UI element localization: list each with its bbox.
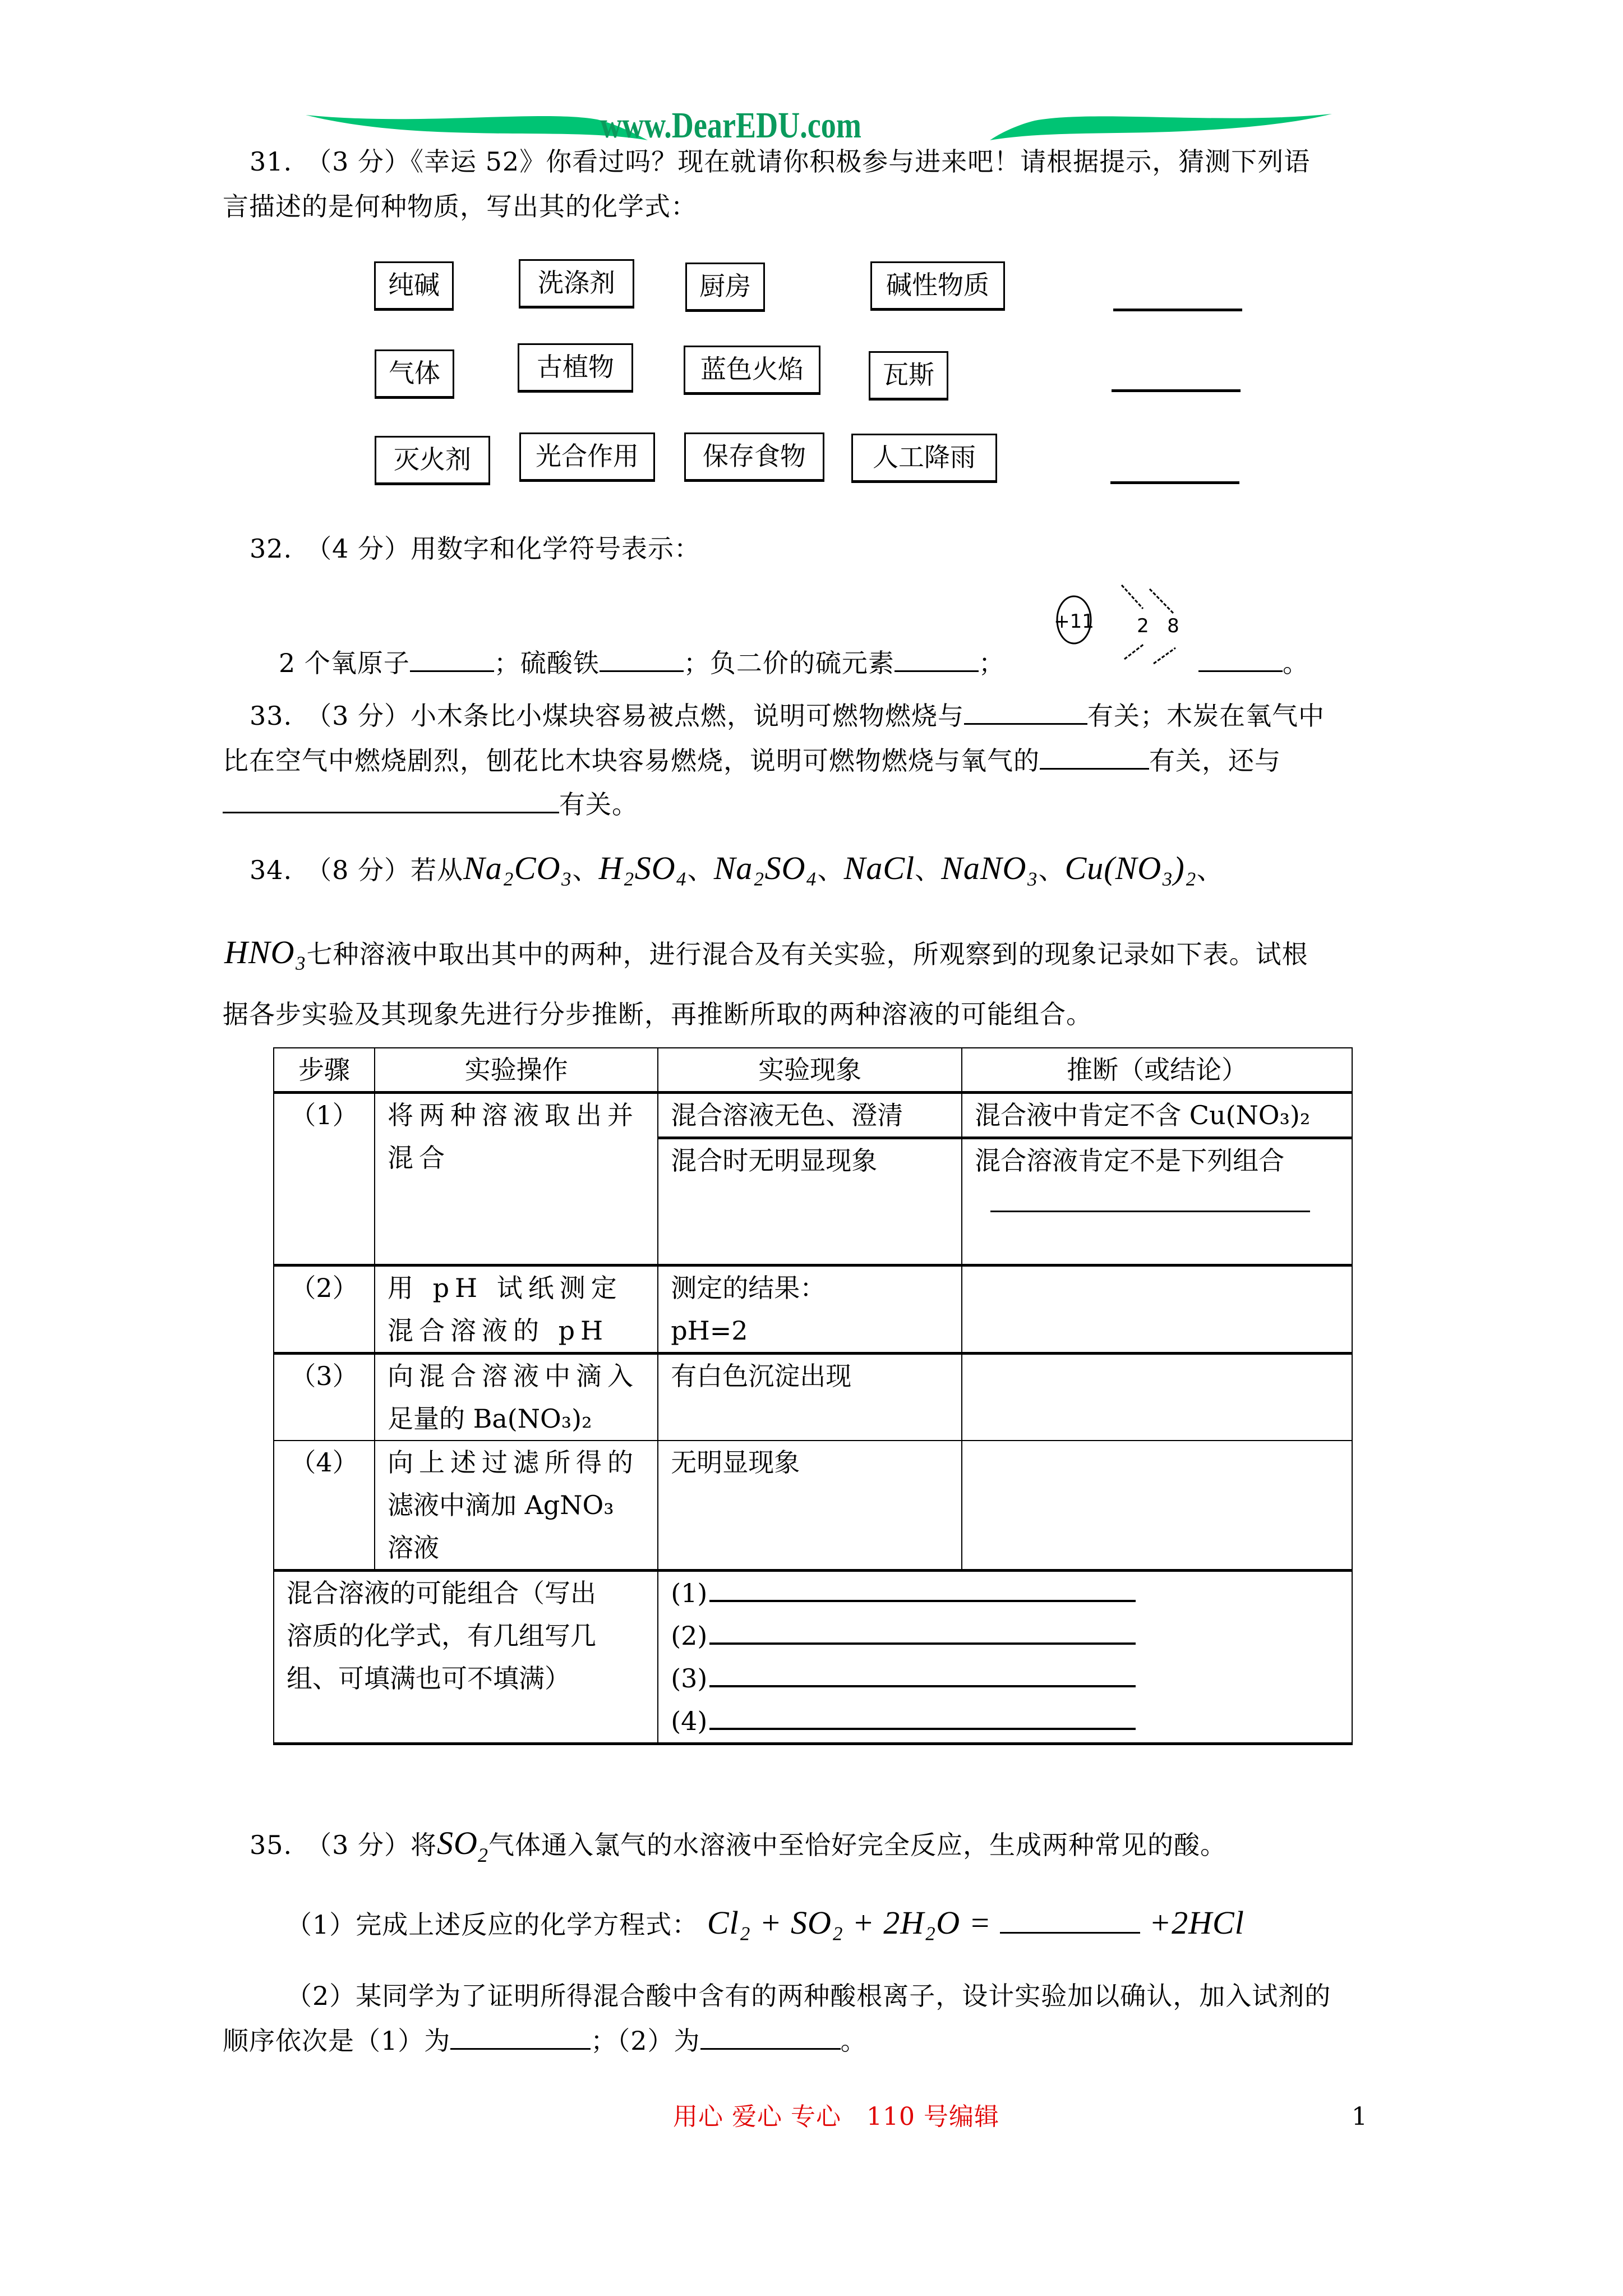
compound-nano3: NaNO₃: [941, 850, 1039, 886]
q35-part2-line2: [223, 2023, 867, 2059]
equation-right-term: +2HCl: [1149, 1904, 1244, 1941]
q34-prefix: 34. （8 分）若从: [250, 855, 464, 885]
right-wave-shape: [990, 114, 1332, 140]
blank-reagent-1[interactable]: [450, 2026, 591, 2050]
compound-cuno32: Cu(NO₃)₂: [1064, 850, 1197, 886]
keyword-box: 瓦斯: [869, 351, 948, 401]
answer-blank-3[interactable]: [1110, 481, 1239, 484]
shell2-arc-top: [1150, 589, 1173, 613]
operation-line: 向上述过滤所得的: [387, 1447, 639, 1478]
combination-label-line: 组、可填满也可不填满）: [287, 1663, 570, 1694]
q32-end: 。: [1283, 648, 1309, 678]
combination-item: [671, 1572, 1339, 1614]
combination-index: (2): [671, 1621, 708, 1651]
keyword-box: 厨房: [685, 263, 765, 312]
separator: 、: [687, 855, 714, 885]
q31-text-line1: 31. （3 分）《幸运 52》你看过吗？现在就请你积极参与进来吧！请根据提示，猜测下列语: [250, 146, 1311, 177]
operation-cell: [375, 1354, 658, 1441]
q32-items-line: [279, 645, 1005, 681]
shell1-electrons: 2: [1137, 615, 1149, 637]
combination-label-line: 溶质的化学式，有几组写几: [287, 1621, 596, 1651]
compound-nacl: NaCl: [843, 850, 915, 886]
compound-h2so4: H₂SO₄: [598, 850, 688, 886]
blank-reagent-2[interactable]: [700, 2026, 841, 2050]
blank-ferric-sulfate[interactable]: [600, 648, 684, 672]
separator: 、: [817, 855, 844, 885]
step-cell: （3）: [274, 1354, 375, 1441]
q33-line3: [223, 786, 638, 822]
keyword-box: 碱性物质: [870, 261, 1005, 311]
observation-cell: 有白色沉淀出现: [658, 1354, 962, 1441]
observation-cell: 无明显现象: [658, 1441, 962, 1571]
q33-line1-text: 33. （3 分）小木条比小煤块容易被点燃，说明可燃物燃烧与: [250, 701, 965, 731]
keyword-box: 蓝色火焰: [684, 346, 820, 395]
q32-item-ferric-sulfate: ；硫酸铁: [494, 648, 600, 678]
q35-part1-label: （1）完成上述反应的化学方程式：: [286, 1910, 699, 1940]
blank-ion-symbol[interactable]: [1198, 648, 1283, 672]
q33-line2-text: 比在空气中燃烧剧烈，刨花比木块容易燃烧，说明可燃物燃烧与氧气的: [223, 746, 1040, 776]
keyword-box: 灭火剂: [375, 436, 490, 485]
blank-excluded-combination[interactable]: [990, 1211, 1310, 1212]
q32-item-oxygen-atoms: 2 个氧原子: [279, 648, 410, 678]
compound-na2co3: Na₂CO₃: [463, 850, 573, 886]
compound-so2: $SO_2$: [437, 1825, 488, 1866]
q33-line3-tail: 有关。: [559, 789, 638, 820]
q33-line2: [223, 743, 1281, 779]
equation-left-side: Cl₂ + SO₂ + 2H₂O =: [707, 1904, 992, 1941]
operation-cell: 将两种溶液取出并混合: [375, 1093, 658, 1266]
observation-line: pH=2: [671, 1315, 748, 1346]
q35-part2-text: ；（2）为: [591, 2026, 700, 2056]
header-logo-text: www.DearEDU.com: [600, 105, 861, 146]
header-operation: 实验操作: [375, 1048, 658, 1093]
inference-cell[interactable]: [962, 1266, 1352, 1354]
operation-line: 滤液中滴加 AgNO₃: [387, 1490, 614, 1520]
header-step: 步骤: [274, 1048, 375, 1093]
header-inference: 推断（或结论）: [962, 1048, 1352, 1093]
separator: 、: [915, 855, 942, 885]
blank-combination-2[interactable]: [709, 1642, 1136, 1645]
blank-equation-product[interactable]: [1000, 1910, 1140, 1934]
q33-line1: [250, 698, 1325, 734]
combination-index: (3): [671, 1663, 708, 1694]
q34-line3: 据各步实验及其现象先进行分步推断，再推断所取的两种溶液的可能组合。: [223, 999, 1092, 1029]
keyword-box: 气体: [375, 349, 454, 399]
step-cell: （4）: [274, 1441, 375, 1571]
compound-na2so4: Na₂SO₄: [713, 850, 818, 886]
observation-line: 测定的结果：: [671, 1273, 826, 1303]
keyword-box: 古植物: [518, 343, 633, 393]
keyword-box: 人工降雨: [851, 434, 997, 483]
q35-part2-end: 。: [840, 2026, 867, 2056]
table-row: [274, 1266, 1352, 1354]
blank-q33-2[interactable]: [1040, 746, 1149, 770]
table-row: [274, 1093, 1352, 1138]
q32-title: 32. （4 分）用数字和化学符号表示：: [250, 533, 701, 564]
combination-item: [671, 1657, 1339, 1700]
sodium-ion-structure-diagram: [1049, 581, 1195, 665]
q34-line2: [224, 935, 1308, 972]
q34-line1: [250, 850, 1223, 888]
combination-index: (4): [671, 1706, 708, 1736]
blank-combination-1[interactable]: [709, 1600, 1136, 1602]
blank-combination-4[interactable]: [709, 1728, 1136, 1730]
keyword-box: 洗涤剂: [519, 259, 634, 309]
q35-title-text: 气体通入氯气的水溶液中至恰好完全反应，生成两种常见的酸。: [488, 1830, 1227, 1860]
q35-part1: [286, 1905, 1244, 1943]
page-number: 1: [1352, 2102, 1368, 2131]
inference-text: 混合溶液肯定不是下列组合: [975, 1145, 1285, 1176]
operation-cell: [375, 1441, 658, 1571]
combination-row: [274, 1571, 1352, 1744]
combination-item: [671, 1614, 1339, 1657]
experiment-table: [273, 1047, 1353, 1745]
operation-cell: 用 pH 试纸测定混合溶液的 pH: [375, 1266, 658, 1354]
combination-index: (1): [671, 1578, 708, 1608]
shell2-arc-bottom: [1154, 648, 1175, 664]
separator: 、: [572, 855, 599, 885]
observation-cell: [658, 1266, 962, 1354]
blank-sulfur-valence[interactable]: [895, 648, 979, 672]
combination-label-cell: [274, 1571, 658, 1744]
combination-item: [671, 1700, 1339, 1742]
inference-cell: [962, 1138, 1352, 1266]
step-cell: （1）: [274, 1093, 375, 1266]
q35-part2-line1: （2）某同学为了证明所得混合酸中含有的两种酸根离子，设计实验加以确认，加入试剂的: [286, 1981, 1331, 2011]
header-observation: 实验现象: [658, 1048, 962, 1093]
blank-oxygen-atoms[interactable]: [410, 648, 494, 672]
left-wave-shape: [306, 115, 648, 140]
q35-part2-text: 顺序依次是（1）为: [223, 2026, 451, 2056]
separator: 、: [1038, 855, 1065, 885]
keyword-box: 保存食物: [684, 432, 824, 482]
blank-combination-3[interactable]: [709, 1685, 1136, 1687]
table-row: [274, 1441, 1352, 1571]
keyword-box: 光合作用: [519, 432, 655, 482]
inference-cell[interactable]: [962, 1441, 1352, 1571]
q32-item-sep: ；: [978, 648, 1005, 678]
operation-line: 向混合溶液中滴入: [387, 1361, 639, 1391]
operation-line: 溶液: [387, 1533, 439, 1563]
q33-line2-tail: 有关，还与: [1149, 746, 1281, 776]
compound-hno3: HNO₃: [224, 934, 307, 970]
inference-cell: 混合液中肯定不含 Cu(NO₃)₂: [962, 1093, 1352, 1138]
answer-blank-1[interactable]: [1113, 309, 1242, 311]
observation-cell: 混合溶液无色、澄清: [658, 1093, 962, 1138]
observation-cell: 混合时无明显现象: [658, 1138, 962, 1266]
shell1-arc-top: [1122, 585, 1143, 609]
step-cell: （2）: [274, 1266, 375, 1354]
keyword-box: 纯碱: [374, 261, 454, 311]
shell2-electrons: 8: [1167, 615, 1179, 637]
so2-symbol: SO: [437, 1825, 478, 1861]
q34-line2-text: 七种溶液中取出其中的两种，进行混合及有关实验，所观察到的现象记录如下表。试根: [306, 939, 1308, 969]
nucleus-charge: +11: [1054, 610, 1094, 633]
q33-line1-tail: 有关；木炭在氧气中: [1087, 701, 1325, 731]
q32-diagram-answer: [1198, 645, 1309, 681]
separator: 、: [1196, 855, 1223, 885]
table-header-row: [274, 1048, 1352, 1093]
q35-title: [250, 1825, 1227, 1873]
q35-title-prefix: 35. （3 分）将: [250, 1830, 437, 1860]
q31-text-line2: 言描述的是何种物质，写出其的化学式：: [223, 191, 697, 222]
answer-blank-2[interactable]: [1112, 389, 1241, 392]
q32-item-sulfur-valence: ；负二价的硫元素: [683, 648, 895, 678]
table-row: [274, 1354, 1352, 1441]
combination-label-line: 混合溶液的可能组合（写出: [287, 1578, 596, 1608]
footer-editor-note: 用心 爱心 专心 110 号编辑: [673, 2102, 999, 2131]
shell1-arc-bottom: [1124, 644, 1144, 659]
blank-q33-1[interactable]: [964, 701, 1087, 725]
operation-line: 足量的 Ba(NO₃)₂: [387, 1404, 592, 1434]
combination-answers-cell: [658, 1571, 1352, 1744]
blank-q33-3[interactable]: [223, 789, 559, 813]
inference-cell[interactable]: [962, 1354, 1352, 1441]
